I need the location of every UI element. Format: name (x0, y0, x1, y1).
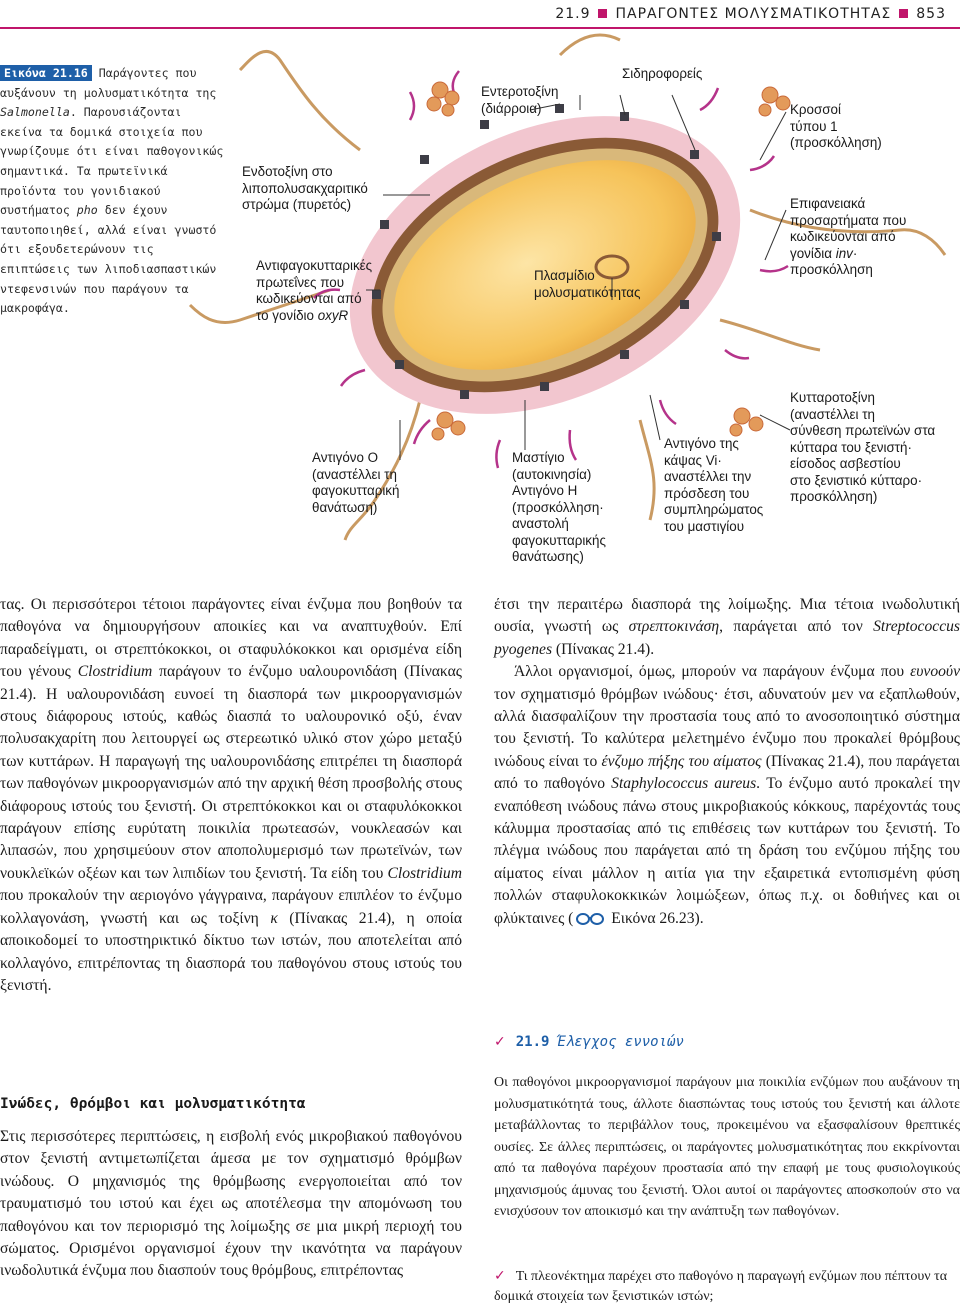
glasses-icon (575, 912, 605, 926)
concept-check-text: Οι παθογόνοι μικροοργανισμοί παράγουν μια ποικιλία ενζύμων που αυξάνουν τη μολυσματικότητά τους, άλλοτε διασπώντας τους ιστούς του ξενιστή και άλλοτε μεταβάλλοντας το περιβάλλον τους, προκειμένου να εξασφαλίσουν θρεπτικές ουσίες. Σε άλλες περιπτώσεις, οι παράγοντες μολυσματικότητας που εκκρίνονται από τα παθογόνα παρέχουν προστασία από την επαφή με τους φυσιολογικούς μηχανισμούς άμυνας του ξενιστή. Όλοι αυτοί οι παράγοντες αποσκοπούν στο να ενισχύσουν τον αποικισμό και την ανάπτυξη των παθογόνων. (494, 1075, 960, 1219)
label-line: μολυσματικότητας (534, 284, 641, 300)
label-line: του μαστιγίου (664, 518, 745, 534)
label-line: προσκόλληση) (790, 489, 878, 504)
section-heading: Ινώδες, θρόμβοι και μολυσματικότητα (0, 1096, 306, 1112)
text-run: που προκαλούν την αεριογόνο γάγγραινα, παράγουν επιπλέον το ένζυμο κολλαγονάση, γνωστή και ως τοξίνη (0, 887, 462, 927)
label-line: προσαρτήματα που (790, 212, 907, 228)
label-text: · (852, 245, 858, 261)
label-gene: inv (835, 245, 853, 261)
label-line: (διάρροια) (481, 100, 542, 116)
enzyme-name: στρεπτοκινάση (628, 618, 720, 636)
label-line: τύπου 1 (790, 118, 838, 134)
label-line: συμπληρώματος (664, 502, 764, 517)
checkmark-icon: ✓ (494, 1268, 506, 1284)
label-line: (αυτοκινησία) (512, 466, 592, 482)
species-name: Staphylococcus aureus (611, 775, 757, 793)
paragraph (0, 594, 462, 997)
label-line: είσοδος ασβεστίου (790, 456, 901, 471)
text-run: (Πίνακας 21.4). (552, 640, 655, 658)
left-column-section (0, 1126, 462, 1283)
text-run: . Το ένζυμο αυτό προκαλεί την εναπόθεση ινώδους πάνω στους μικροβιακούς κόκκους, παρέχοντάς τους κάλυμμα προστασίας από τις επιθέσεις των κυττάρων του ξενιστή. Το πλέγμα ινώδους που παράγεται από τη δράση του ενζύμου πήξης του αίματος είναι μάλλον η αιτία για την εξαιρετικά εντοπισμένη φύση πολλών σταφυλοκοκκικών λοιμώξεων, όπως π.χ. οι δοθιήνες και οι φλύκταινες ( (494, 775, 960, 927)
label-line: Σιδηροφορείς (622, 66, 703, 81)
label-line: αναστέλλει την (664, 469, 752, 484)
label-line: Κυτταροτοξίνη (790, 390, 875, 405)
label-text: γονίδια (790, 245, 836, 261)
label-line (790, 246, 906, 263)
label-line: Κροσσοί (790, 102, 841, 117)
label-line: φαγοκυτταρικής (512, 532, 606, 548)
text-run: (Πίνακας 21.4), η οποία αποικοδομεί το υποστηρικτικό δίκτυο των ιστών, που αποτελείται από κολλαγόνο, επιτρέποντας τη διασπορά του παθογόνου στους ιστούς του ξενιστή. (0, 909, 463, 994)
header-chapter: 21.9 (555, 6, 591, 22)
label-line: Επιφανειακά (790, 196, 866, 211)
caption-gene: pho (76, 203, 98, 218)
label-line: στο ξενιστικό κύτταρο· (790, 472, 923, 488)
label-line: (αναστέλλει τη (790, 406, 875, 422)
label-line: προσκόλληση (790, 262, 873, 277)
text-run: Εικόνα 26.23). (607, 909, 704, 927)
caption-text-3: δεν έχουν ταυτοποιηθεί, αλλά είναι γνωστό ότι εξουδετερώνουν τις επιπτώσεις των λιποδιασπαστικών ντεφενσινών που παράγουν τα μακροφάγα. (0, 203, 217, 316)
species-name: Streptococcus pyogenes (494, 618, 960, 658)
label-vi-antigen (664, 436, 763, 535)
label-line: πρωτεΐνες που (256, 274, 345, 290)
label-line: φαγοκυτταρική (312, 483, 400, 498)
checkmark-icon: ✓ (494, 1034, 506, 1050)
label-line: λιποπολυσακχαριτικό (242, 180, 368, 196)
label-line: Ενδοτοξίνη στο (242, 164, 333, 179)
label-plasmid (534, 268, 640, 301)
text-run: παράγουν το ένζυμο υαλουρονιδάση (Πίνακας 21.4). Η υαλουρονιδάση ευνοεί τη διασπορά των μικροοργανισμών στους διάφορους ιστούς, καθώς διασπά το υαλουρονικό οξύ, έναν πολυσακχαρίτη που λειτουργεί ως στερεωτικό υλικό στον χώρο μεταξύ των κυττάρων. Η παραγωγή της υαλουρονιδάσης επιτρέπει τη διασπορά των παθογόνων μικροοργανισμών από την αρχική θέση προσβολής στους διάφορους ιστούς του ξενιστή. Οι στρεπτόκοκκοι και οι σταφυλόκοκκοι παράγουν επίσης ευρύτατη ποικιλία πρωτεασών, νουκλεασών και λιπασών, που χρησιμεύουν στον αποπολυμερισμό των πρωτεϊνών, των νουκλεϊκών οξέων και των λιπιδίων του ξενιστή. Τα είδη του (0, 663, 462, 882)
caption-text-1: Παράγοντες που αυξάνουν τη μολυσματικότητα της (0, 66, 217, 100)
label-antiphagocytic (256, 258, 372, 324)
label-line: Αντιγόνο της (664, 436, 739, 451)
species-name: Clostridium (387, 864, 462, 882)
text-run: Άλλοι οργανισμοί, όμως, μπορούν να παράγουν ένζυμα που (514, 663, 911, 681)
label-line: κωδικεύονται από (256, 291, 362, 306)
label-endotoxin (242, 164, 368, 214)
right-column (494, 594, 960, 930)
species-name: Clostridium (77, 663, 153, 681)
label-surface (790, 196, 906, 279)
page-number: 853 (916, 6, 946, 22)
label-line: Αντιγόνο O (312, 450, 379, 465)
caption-text-2: . Παρουσιάζονται εκείνα τα δομικά στοιχεία που γνωρίζουμε ότι είναι παθογονικώς σημαντικά. Τα πρωτεϊνικά προϊόντα του γονιδιακού συστήματος (0, 105, 224, 218)
emphasis: ευνοούν (910, 663, 960, 681)
paragraph (494, 661, 960, 930)
label-line: θανάτωση) (312, 499, 378, 515)
label-line: (προσκόλληση) (790, 135, 882, 150)
label-line (256, 308, 372, 325)
label-o-antigen (312, 450, 399, 516)
label-line: στρώμα (πυρετός) (242, 197, 352, 212)
label-line: πρόσδεση του (664, 485, 750, 501)
label-line: Αντιφαγοκυτταρικές (256, 258, 373, 273)
concept-check-number: 21.9 (515, 1034, 550, 1050)
label-text: το γονίδιο (256, 307, 318, 323)
text-run: τας. Οι περισσότεροι τέτοιοι παράγοντες είναι ένζυμα που βοηθούν τα παθογόνα να δημιουργήσουν αποικίες και να αναπτυχθούν. Επί παραδείγματι, οι στρεπτόκοκκοι, οι σταφυλόκοκκοι και ορισμένα είδη του γένους (0, 596, 462, 681)
label-fimbriae (790, 102, 882, 152)
concept-check-question (494, 1266, 960, 1307)
label-line: αναστολή (512, 516, 569, 531)
label-line: Εντεροτοξίνη (481, 84, 559, 99)
concept-check-title: Έλεγχος εννοιών (557, 1034, 684, 1050)
label-line: κωδικεύονται από (790, 229, 896, 244)
label-flagellum (512, 450, 606, 566)
label-enterotoxin (481, 84, 558, 117)
text-run: (Πίνακας 21.4), που παράγεται από το παθογόνο (494, 752, 960, 793)
caption-organism: Salmonella (0, 105, 70, 120)
text-run: , παράγεται από τον (719, 618, 874, 636)
paragraph: Στις περισσότερες περιπτώσεις, η εισβολή ενός μικροβιακού παθογόνου στον ξενιστή αντιμετωπίζεται άμεσα με τον σχηματισμό θρόμβων ινώδους. Ο μηχανισμός της θρόμβωσης ενεργοποιείται από τον τραυματισμό του ιστού και έχει ως αποτέλεσμα την απομόνωση του παθογόνου και τον περιορισμό της λοίμωξης σε μια μικρή περιοχή του σώματος. Ορισμένοι οργανισμοί έχουν την ικανότητα να παράγουν ινωδολυτικά ένζυμα που διασπούν τους θρόμβους, επιτρέποντας (0, 1128, 462, 1280)
concept-check-heading (494, 1034, 684, 1050)
question-text: Τι πλεονέκτημα παρέχει στο παθογόνο η παραγωγή ενζύμων που πέπτουν τα δομικά στοιχεία των ξενιστικών ιστών; (494, 1269, 948, 1304)
left-column (0, 594, 462, 997)
figure-tag: Εικόνα 21.16 (0, 65, 92, 81)
toxin-name: κ (270, 909, 278, 927)
label-line: Αντιγόνο H (512, 483, 578, 498)
label-line: κύτταρα του ξενιστή· (790, 439, 912, 455)
label-line: Πλασμίδιο (534, 268, 595, 283)
label-line: (αναστέλλει τη (312, 466, 397, 482)
paragraph (494, 594, 960, 661)
label-cytotoxin (790, 390, 935, 506)
label-siderophores (622, 66, 702, 83)
label-line: (προσκόλληση· (512, 499, 604, 515)
label-gene: oxyR (317, 307, 349, 323)
text-run: έτσι την περαιτέρω διασπορά της λοίμωξης. Μια τέτοια ινωδολυτική ουσία, γνωστή ως (494, 596, 960, 636)
label-line: σύνθεση πρωτεϊνών στα (790, 423, 936, 438)
enzyme-name: ένζυμο πήξης του αίματος (601, 752, 762, 770)
label-line: Μαστίγιο (512, 450, 565, 465)
header-title: ΠΑΡΑΓΟΝΤΕΣ ΜΟΛΥΣΜΑΤΙΚΟΤΗΤΑΣ (615, 6, 892, 22)
label-line: κάψας Vi· (664, 452, 722, 468)
label-line: θανάτωσης) (512, 549, 584, 564)
text-run: τον σχηματισμό θρόμβων ινώδους· έτσι, αδυνατούν μεν να εξαπλωθούν, αλλά διασφαλίζουν την προστασία τους από το ανοσοποιητικό σύστημα του ξενιστή. Το καλύτερα μελετημένο ένζυμο που προκαλεί θρόμβους ινώδους είναι το (494, 685, 960, 770)
